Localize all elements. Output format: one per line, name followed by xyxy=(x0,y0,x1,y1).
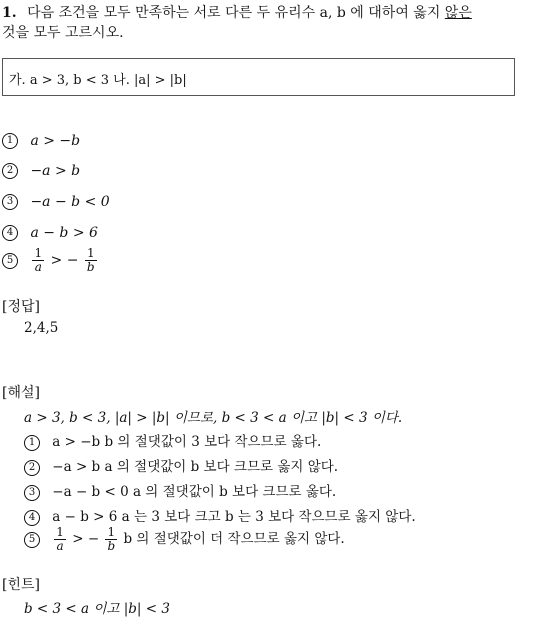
option-4-marker: 4 xyxy=(2,225,18,241)
option-2-text: −a > b xyxy=(30,163,81,179)
explanation-item-5-fraction-left xyxy=(54,526,66,553)
explanation-item-5-text: b 의 절댓값이 더 작으므로 옳지 않다. xyxy=(123,531,345,547)
hint-heading: [힌트] xyxy=(2,577,40,593)
option-5-fraction-left xyxy=(32,247,44,274)
explanation-item-1-text: a > −b b 의 절댓값이 3 보다 작으므로 옳다. xyxy=(52,434,322,450)
explanation-item-5 xyxy=(24,526,345,553)
option-5-fraction-right xyxy=(85,247,97,274)
condition-text: 가. a > 3, b < 3 나. |a| > |b| xyxy=(9,73,187,88)
explanation-item-2 xyxy=(24,455,338,476)
question-text xyxy=(2,3,532,43)
explanation-item-5-lhs-denominator: a xyxy=(56,539,64,553)
explanation-item-3 xyxy=(24,480,336,501)
answer-value: 2,4,5 xyxy=(24,320,59,336)
option-1-marker: 1 xyxy=(2,133,18,149)
option-5-lhs-numerator: 1 xyxy=(34,246,43,260)
explanation-item-2-text: −a > b a 의 절댓값이 b 보다 크므로 옳지 않다. xyxy=(52,459,339,475)
explanation-item-3-marker: 3 xyxy=(24,485,40,501)
option-2 xyxy=(2,163,80,179)
explanation-item-5-rhs-denominator: b xyxy=(107,539,116,553)
option-5-lhs-denominator: a xyxy=(34,260,42,274)
option-3-text: −a − b < 0 xyxy=(30,194,110,210)
explanation-intro: a > 3, b < 3, |a| > |b| 이므로, b < 3 < a 이고 |b| < 3 이다. xyxy=(24,410,403,426)
explanation-item-5-rhs-numerator: 1 xyxy=(105,526,117,540)
explanation-item-1 xyxy=(24,430,321,451)
option-1 xyxy=(2,133,80,149)
explanation-item-1-marker: 1 xyxy=(24,435,40,451)
option-5-marker: 5 xyxy=(2,253,18,269)
explanation-item-5-marker: 5 xyxy=(24,532,40,548)
explanation-item-3-text: −a − b < 0 a 의 절댓값이 b 보다 크므로 옳다. xyxy=(52,484,337,500)
explanation-heading: [해설] xyxy=(2,385,40,401)
option-3 xyxy=(2,194,110,210)
explanation-item-5-operator: > xyxy=(72,531,84,547)
option-5-rhs-numerator: 1 xyxy=(85,247,97,261)
question-number: 1. xyxy=(2,5,17,21)
condition-box xyxy=(2,58,515,96)
explanation-item-4-text: a − b > 6 a 는 3 보다 크고 b 는 3 보다 작으므로 옳지 않다. xyxy=(52,509,416,525)
option-5-operator: > xyxy=(50,252,63,269)
answer-heading: [정답] xyxy=(2,299,40,315)
explanation-item-5-lhs-numerator: 1 xyxy=(56,525,64,539)
option-5-minus: − xyxy=(66,252,79,269)
option-2-marker: 2 xyxy=(2,163,18,179)
option-3-marker: 3 xyxy=(2,194,18,210)
underlined-word: 않은 xyxy=(444,5,472,21)
explanation-item-4 xyxy=(24,505,416,526)
option-1-text: a > −b xyxy=(30,133,81,149)
explanation-item-5-minus: − xyxy=(87,531,100,547)
option-4 xyxy=(2,225,98,241)
option-5-rhs-denominator: b xyxy=(86,260,95,274)
question-stem-end: 것을 모두 고르시오. xyxy=(2,25,124,41)
option-4-text: a − b > 6 xyxy=(30,225,98,241)
explanation-item-5-fraction-right xyxy=(105,526,117,553)
hint-text: b < 3 < a 이고 |b| < 3 xyxy=(24,601,170,617)
option-5 xyxy=(2,247,99,274)
question-stem: 다음 조건을 모두 만족하는 서로 다른 두 유리수 a, b 에 대하여 옳지 xyxy=(27,5,441,21)
explanation-item-4-marker: 4 xyxy=(24,510,40,526)
explanation-item-2-marker: 2 xyxy=(24,460,40,476)
